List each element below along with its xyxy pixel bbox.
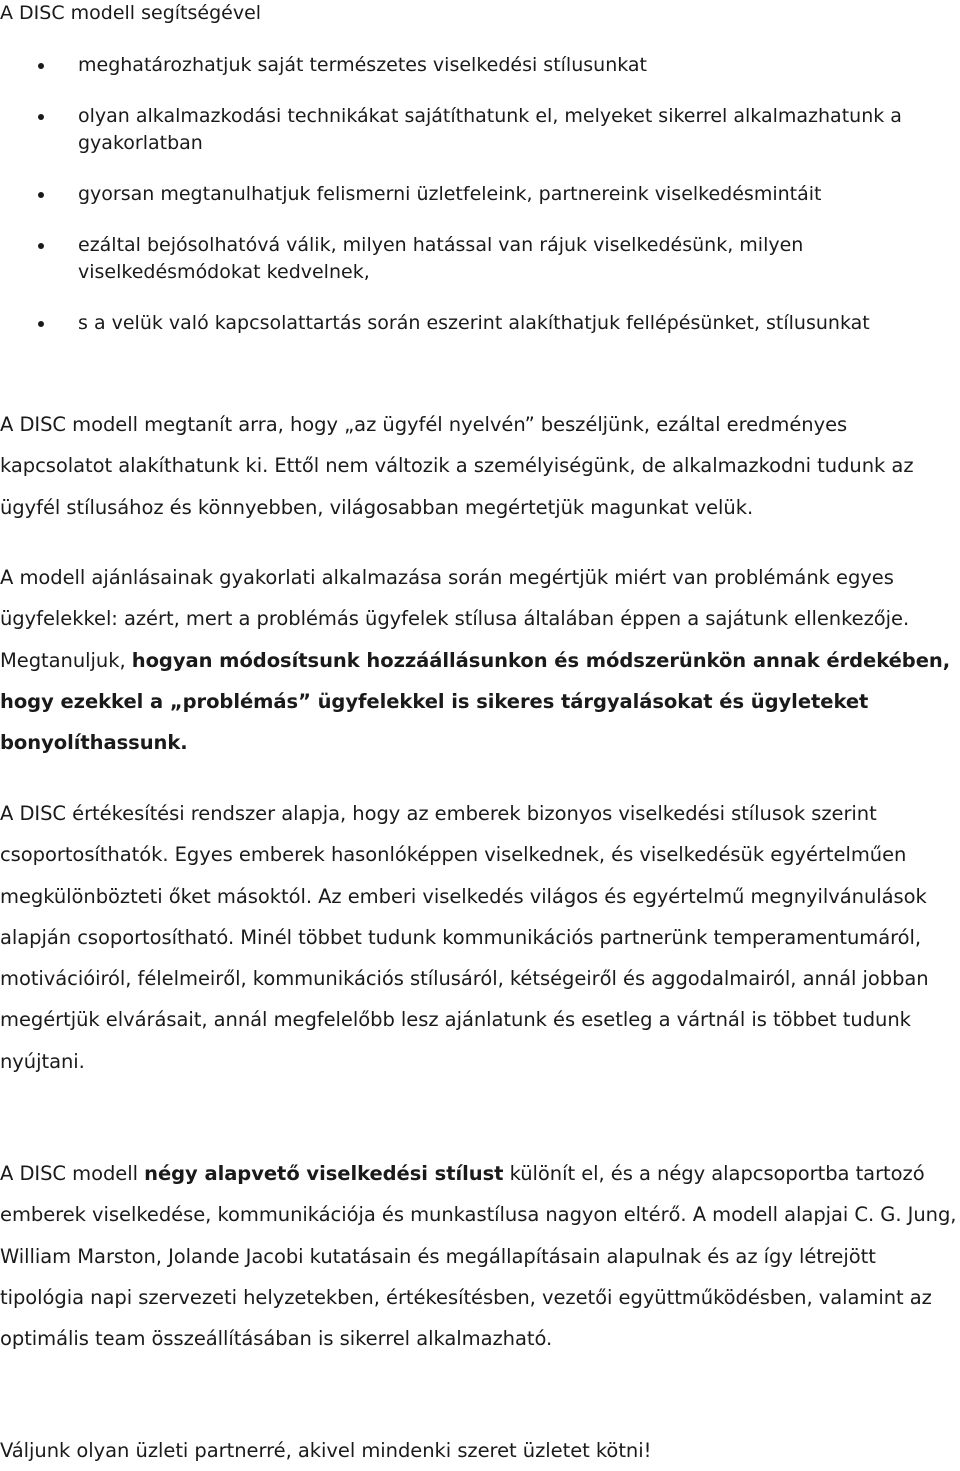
paragraph-text: A DISC modell bbox=[0, 1162, 145, 1185]
list-item bbox=[0, 232, 960, 286]
list-item-text: ezáltal bejósolhatóvá válik, milyen hatással van rájuk viselkedésünk, milyen viselkedésmódokat kedvelnek, bbox=[78, 234, 804, 283]
paragraph-text: A DISC értékesítési rendszer alapja, hogy az emberek bizonyos viselkedési stílusok szerint csoportosíthatók. Egyes emberek hasonlóképpen viselkednek, és viselkedésük egyértelműen megkülönbözteti őket másoktól. Az emberi viselkedés világos és egyértelmű megnyilvánulások alapján csoportosítható. Minél többet tudunk kommunikációs partnerünk temperamentumáról, motivációiról, félelmeiről, kommunikációs stílusáról, kétségeiről és aggodalmairól, annál jobban megértjük elvárásait, annál megfelelőbb lesz ajánlatunk és esetleg a vártnál is többet tudunk nyújtani. bbox=[0, 802, 929, 1073]
bullet-icon bbox=[38, 63, 44, 69]
bullet-icon bbox=[38, 192, 44, 198]
list-item bbox=[0, 103, 960, 157]
bullet-icon bbox=[38, 243, 44, 249]
paragraph-text: A modell ajánlásainak gyakorlati alkalmazása során megértjük miért van problémánk egyes ügyfelekkel: azért, mert a problémás ügyfelek stílusa általában éppen a sajátunk ellenkezője. Megtanuljuk, bbox=[0, 566, 910, 672]
bullet-icon bbox=[38, 321, 44, 327]
paragraph-bold-text: négy alapvető viselkedési stílust bbox=[144, 1162, 504, 1185]
list-item bbox=[0, 181, 960, 208]
benefits-list bbox=[0, 52, 960, 361]
paragraph-bold-text: hogyan módosítsunk hozzáállásunkon és módszerünkön annak érdekében, hogy ezekkel a „problémás” ügyfelekkel is sikeres tárgyalásokat és ügyleteket bonyolíthassunk. bbox=[0, 648, 951, 755]
list-item-text: meghatározhatjuk saját természetes viselkedési stílusunkat bbox=[78, 54, 647, 76]
paragraph-closing bbox=[0, 1430, 960, 1471]
list-item-text: s a velük való kapcsolattartás során eszerint alakíthatjuk fellépésünket, stílusunkat bbox=[78, 312, 870, 334]
paragraph-text: különít el, és a négy alapcsoportba tartozó emberek viselkedése, kommunikációja és munkastílusa nagyon eltérő. A modell alapjai C. G. Jung, William Marston, Jolande Jacobi kutatásain és megállapításain alapulnak és az így létrejött tipológia napi szervezeti helyzetekben, értékesítésben, vezetői együttműködésben, valamint az optimális team összeállításában is sikerrel alkalmazható. bbox=[0, 1162, 957, 1351]
list-item-text: gyorsan megtanulhatjuk felismerni üzletfeleink, partnereink viselkedésmintáit bbox=[78, 183, 822, 205]
paragraph-four-styles bbox=[0, 1153, 960, 1359]
list-item bbox=[0, 52, 960, 79]
paragraph-sales-system bbox=[0, 793, 960, 1082]
paragraph-text: A DISC modell megtanít arra, hogy „az ügyfél nyelvén” beszéljünk, ezáltal eredményes kapcsolatot alakíthatunk ki. Ettől nem változik a személyiségünk, de alkalmazkodni tudunk az ügyfél stílusához és könnyebben, világosabban megértetjük magunkat velük. bbox=[0, 413, 914, 519]
list-item-text: olyan alkalmazkodási technikákat sajátíthatunk el, melyeket sikerrel alkalmazhatunk a gyakorlatban bbox=[78, 105, 902, 154]
section-heading: A DISC modell segítségével bbox=[0, 2, 262, 24]
paragraph-problematic-clients bbox=[0, 557, 960, 763]
paragraph-text: Váljunk olyan üzleti partnerré, akivel mindenki szeret üzletet kötni! bbox=[0, 1439, 652, 1462]
paragraph-customer-language bbox=[0, 404, 960, 528]
bullet-icon bbox=[38, 114, 44, 120]
list-item bbox=[0, 310, 960, 337]
